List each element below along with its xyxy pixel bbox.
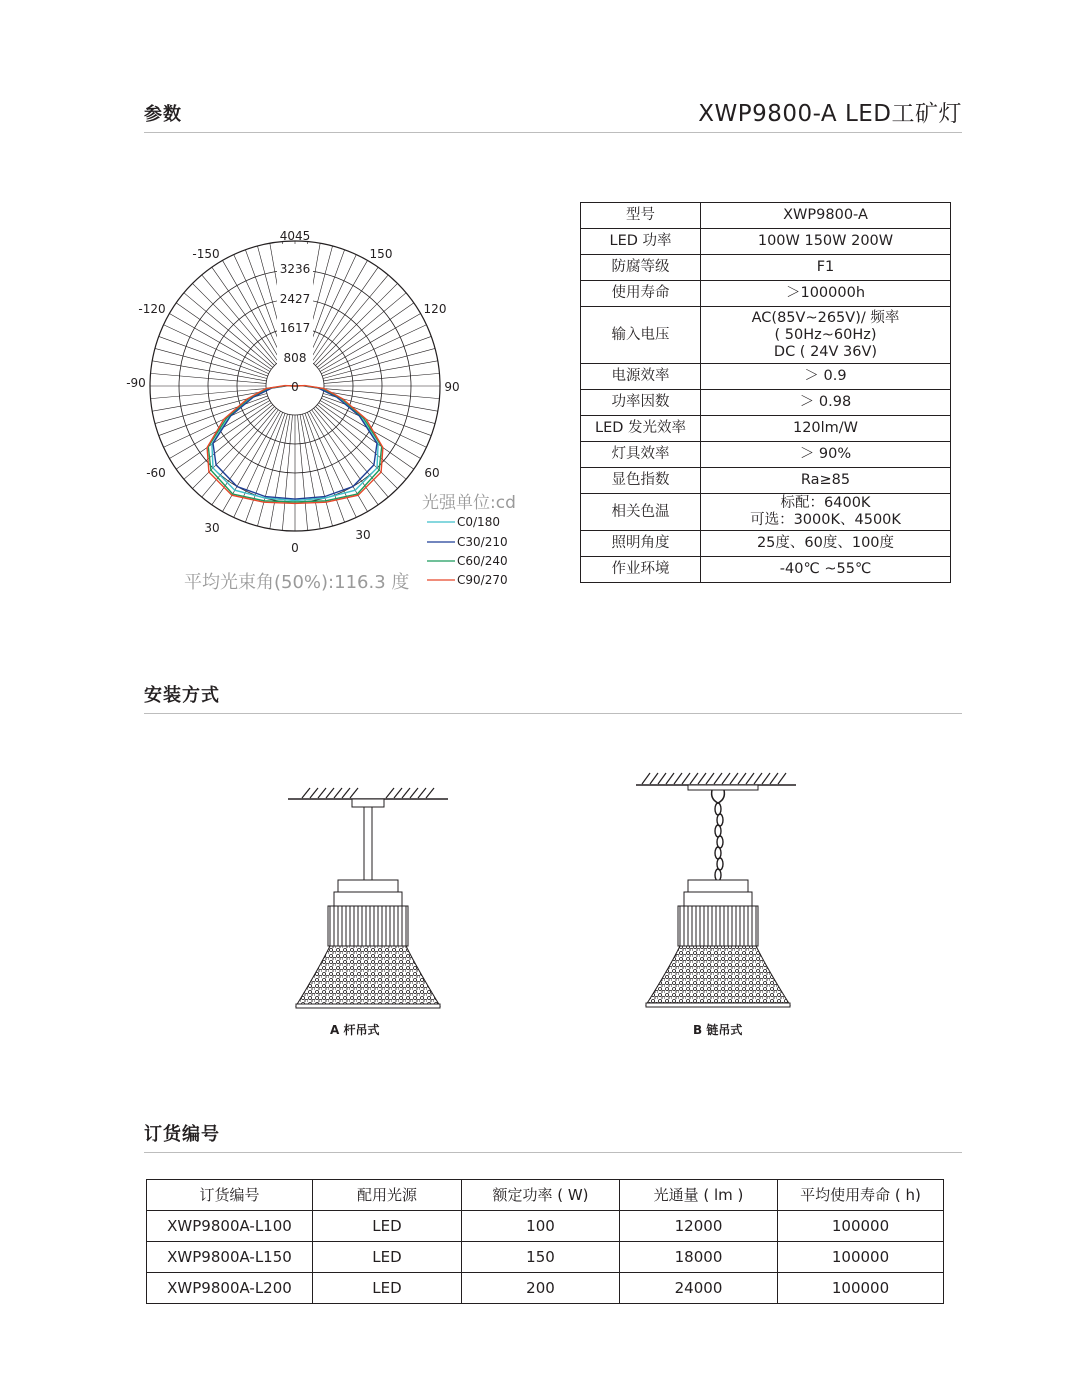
chain-mount-caption: B 链吊式 (693, 1023, 743, 1037)
legend-label: C60/240 (457, 554, 508, 568)
angle-label: 150 (369, 247, 393, 261)
table-cell: XWP9800A-L150 (147, 1242, 313, 1273)
spec-value-line: 标配：6400K (780, 495, 871, 511)
grid-spoke (310, 260, 368, 360)
grid-spoke (321, 325, 426, 374)
spec-value (701, 390, 951, 416)
spec-key: 防腐等级 (581, 255, 701, 281)
grid-spoke (202, 275, 277, 364)
table-cell: LED (313, 1242, 462, 1273)
grid-spoke (257, 414, 287, 526)
rod (364, 807, 372, 883)
table-row (147, 1242, 944, 1273)
ceiling-hatch (642, 773, 786, 784)
table-cell: 100000 (778, 1273, 944, 1304)
table-cell: 18000 (620, 1242, 778, 1273)
spec-value-line: ＞ 90% (799, 446, 852, 462)
ring-label: 2427 (279, 292, 311, 306)
reflector-rim (646, 1003, 790, 1007)
spec-key: 使用寿命 (581, 281, 701, 307)
ring-label: 4045 (279, 229, 311, 243)
spec-table (580, 202, 951, 583)
grid-spoke (223, 260, 281, 360)
angle-label: -120 (138, 302, 166, 316)
driver-cap (338, 880, 398, 892)
polar-intensity-chart (120, 220, 560, 600)
spec-value (701, 531, 951, 557)
spec-value-line: AC(85V~265V)/ 频率 (751, 309, 900, 326)
spec-value-line: 可选：3000K、4500K (750, 512, 901, 528)
column-header: 光通量 ( lm ) (620, 1180, 778, 1211)
driver-cap (688, 880, 748, 892)
spec-row (581, 494, 951, 531)
section-title-install: 安装方式 (144, 685, 220, 706)
spec-value (701, 468, 951, 494)
beam-angle-text: 平均光束角(50%):116.3 度 (184, 572, 410, 593)
column-header: 配用光源 (313, 1180, 462, 1211)
table-cell: 150 (462, 1242, 620, 1273)
grid-spoke (155, 348, 267, 378)
spec-value-line: ( 50Hz~60Hz) (774, 326, 877, 343)
grid-spoke (270, 415, 290, 529)
angle-label: -60 (146, 466, 166, 480)
spec-key: LED 功率 (581, 229, 701, 255)
section-title-order: 订货编号 (144, 1124, 220, 1145)
spec-value-line: Ra≥85 (800, 472, 851, 488)
grid-spoke (184, 293, 273, 368)
table-cell: LED (313, 1211, 462, 1242)
table-cell: XWP9800A-L100 (147, 1211, 313, 1242)
hook (712, 790, 725, 803)
grid-spoke (323, 348, 435, 378)
legend-label: C30/210 (457, 535, 508, 549)
install-header (144, 672, 962, 714)
spec-row (581, 281, 951, 307)
grid-spoke (320, 314, 420, 372)
section-title-params: 参数 (144, 104, 182, 125)
heatsink (328, 906, 408, 946)
spec-key: 型号 (581, 203, 701, 229)
spec-value-line: ＞ 0.98 (799, 394, 852, 410)
spec-row (581, 364, 951, 390)
angle-label: 30 (355, 528, 371, 542)
spec-key: 输入电压 (581, 307, 701, 364)
table-cell: XWP9800A-L200 (147, 1273, 313, 1304)
ring-label: 0 (291, 380, 299, 394)
spec-value-line: ＞100000h (785, 285, 866, 301)
spec-value (701, 364, 951, 390)
table-cell: 12000 (620, 1211, 778, 1242)
spec-key: 显色指数 (581, 468, 701, 494)
legend (427, 515, 508, 587)
spec-value (701, 494, 951, 531)
spec-value-line: 25度、60度、100度 (756, 535, 895, 551)
spec-value (701, 442, 951, 468)
spec-value (701, 203, 951, 229)
spec-key: 电源效率 (581, 364, 701, 390)
spec-key: 功率因数 (581, 390, 701, 416)
ring-label: 808 (283, 351, 307, 365)
spec-row (581, 307, 951, 364)
spec-value (701, 416, 951, 442)
rod-mount-drawing (280, 780, 460, 1020)
table-row (147, 1273, 944, 1304)
spec-value-line: ＞ 0.9 (804, 368, 847, 384)
table-cell: 100000 (778, 1242, 944, 1273)
driver-body (684, 892, 752, 906)
reflector-rim (296, 1004, 440, 1008)
spec-value-line: -40℃ ~55℃ (779, 561, 872, 577)
grid-spoke (314, 275, 389, 364)
angle-label: 90 (444, 380, 460, 394)
grid-spoke (307, 255, 356, 360)
angle-label: 60 (424, 466, 440, 480)
ring-label: 3236 (279, 262, 311, 276)
reflector (646, 946, 790, 1005)
spec-value (701, 307, 951, 364)
spec-row (581, 255, 951, 281)
table-cell: 100000 (778, 1211, 944, 1242)
grid-spoke (317, 293, 406, 368)
unit-label: 光强单位:cd (422, 493, 516, 513)
table-row (147, 1211, 944, 1242)
column-header: 订货编号 (147, 1180, 313, 1211)
order-header (144, 1112, 962, 1153)
grid-spoke (324, 361, 438, 381)
angle-label: -150 (192, 247, 220, 261)
table-cell: LED (313, 1273, 462, 1304)
spec-row (581, 557, 951, 583)
spec-value (701, 281, 951, 307)
spec-key: 作业环境 (581, 557, 701, 583)
rod-mount-caption: A 杆吊式 (330, 1023, 380, 1037)
spec-value (701, 255, 951, 281)
spec-value-line: 100W 150W 200W (757, 233, 894, 249)
spec-value-line: DC ( 24V 36V) (773, 343, 878, 360)
grid-spoke (321, 398, 426, 447)
heatsink (678, 906, 758, 946)
angle-label: 120 (423, 302, 447, 316)
driver-body (334, 892, 402, 906)
ring-label: 1617 (279, 321, 311, 335)
reflector (296, 946, 440, 1006)
mount-plate (688, 785, 758, 790)
table-cell: 200 (462, 1273, 620, 1304)
mount-plate (352, 799, 384, 807)
spec-key: 灯具效率 (581, 442, 701, 468)
spec-key: 照明角度 (581, 531, 701, 557)
angle-label: 0 (291, 541, 299, 555)
spec-row (581, 468, 951, 494)
params-header (144, 92, 962, 133)
grid-spoke (152, 361, 266, 381)
order-table-header-row (147, 1180, 944, 1211)
chain (715, 803, 723, 881)
table-cell: 24000 (620, 1273, 778, 1304)
chain-mount-drawing (630, 765, 810, 1020)
column-header: 额定功率 ( W) (462, 1180, 620, 1211)
grid-spoke (164, 398, 269, 447)
table-cell: 100 (462, 1211, 620, 1242)
spec-row (581, 203, 951, 229)
spec-value-line: 120lm/W (792, 420, 859, 436)
grid-spoke (234, 255, 283, 360)
legend-label: C0/180 (457, 515, 500, 529)
spec-row (581, 416, 951, 442)
spec-row (581, 229, 951, 255)
spec-row (581, 442, 951, 468)
grid-spoke (169, 314, 269, 372)
spec-value (701, 557, 951, 583)
spec-key: LED 发光效率 (581, 416, 701, 442)
spec-row (581, 531, 951, 557)
spec-value-line: XWP9800-A (783, 207, 868, 223)
grid-spoke (300, 415, 320, 529)
product-title: XWP9800-A LED工矿灯 (698, 101, 962, 127)
angle-label: 30 (204, 521, 220, 535)
grid-spoke (303, 414, 333, 526)
legend-label: C90/270 (457, 573, 508, 587)
spec-value-line: F1 (816, 259, 835, 275)
grid-spoke (164, 325, 269, 374)
spec-value (701, 229, 951, 255)
ceiling-hatch (302, 788, 434, 798)
spec-row (581, 390, 951, 416)
spec-key: 相关色温 (581, 494, 701, 531)
angle-label: -90 (126, 376, 146, 390)
column-header: 平均使用寿命 ( h) (778, 1180, 944, 1211)
order-table (146, 1179, 944, 1304)
